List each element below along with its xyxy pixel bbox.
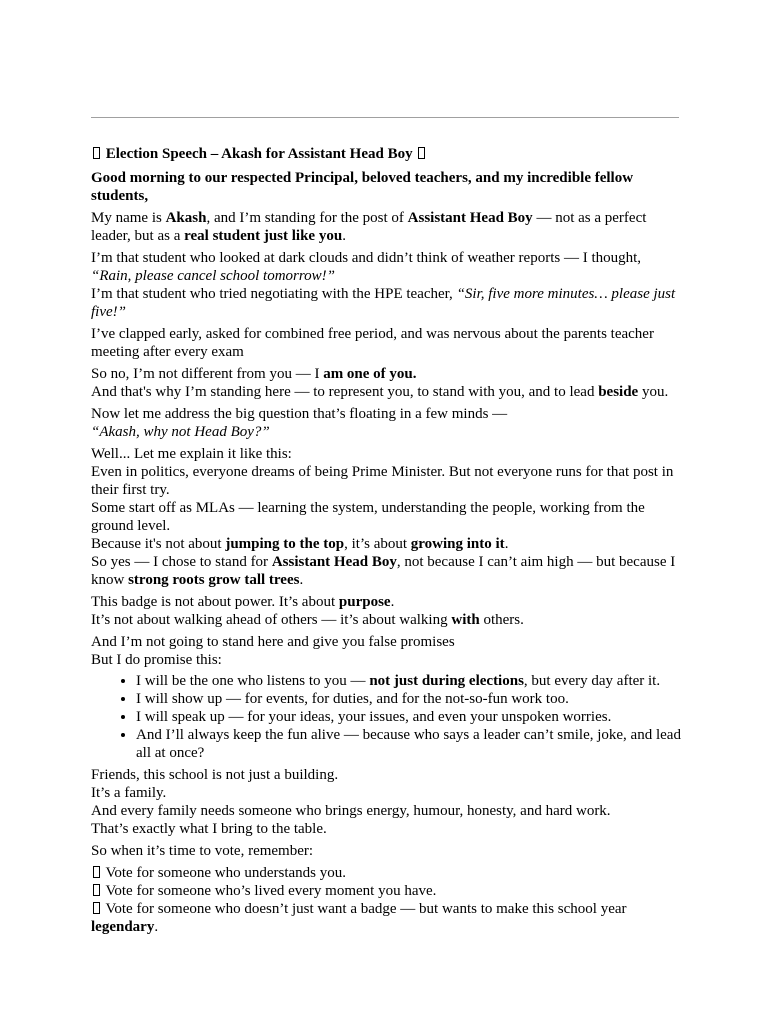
missing-glyph-icon	[418, 147, 425, 159]
intro-paragraph: My name is Akash, and I’m standing for the post of Assistant Head Boy — not as a perfect leader, but as a real student just like you.	[91, 210, 647, 244]
missing-glyph-icon	[93, 147, 100, 159]
vote-paragraph: Vote for someone who understands you. Vote for someone who’s lived every moment you have. Vote for someone who doesn’t just want a badge — but wants to make this school year legendary.	[91, 865, 627, 935]
list-item: • And I’ll always keep the fun alive — because who says a leader can’t smile, joke, and lead all at once?	[136, 726, 683, 762]
badge-paragraph: This badge is not about power. It’s about purpose. It’s not about walking ahead of others — it’s about walking with others.	[91, 594, 524, 628]
header-divider	[91, 117, 679, 118]
friends-paragraph: Friends, this school is not just a building. It’s a family. And every family needs someone who brings energy, humour, honesty, and hard work. That’s exactly what I bring to the table.	[91, 767, 611, 837]
vote-intro: So when it’s time to vote, remember:	[91, 843, 314, 859]
missing-glyph-icon	[93, 884, 100, 896]
clapped-paragraph: I’ve clapped early, asked for combined free period, and was nervous about the parents teacher meeting after every exam	[91, 326, 654, 360]
list-item: • I will be the one who listens to you — not just during elections, but every day after it.	[136, 672, 683, 690]
clouds-paragraph: I’m that student who looked at dark clouds and didn’t think of weather reports — I thought, “Rain, please cancel school tomorrow!”	[91, 250, 642, 284]
promise-intro: But I do promise this:	[91, 652, 222, 668]
greeting: Good morning to our respected Principal, beloved teachers, and my incredible fellow students,	[91, 170, 634, 204]
hpe-paragraph: I’m that student who tried negotiating with the HPE teacher, “Sir, five more minutes… please just five!”	[91, 286, 676, 320]
promises-list	[91, 672, 683, 762]
document-title: Election Speech – Akash for Assistant Head Boy	[91, 145, 683, 163]
list-item: • I will speak up — for your ideas, your issues, and even your unspoken worries.	[136, 708, 683, 726]
missing-glyph-icon	[93, 866, 100, 878]
missing-glyph-icon	[93, 902, 100, 914]
document-body	[91, 145, 683, 936]
one-of-you-paragraph: So no, I’m not different from you — I am one of you. And that's why I’m standing here — to represent you, to stand with you, and to lead beside you.	[91, 366, 669, 400]
list-item: • I will show up — for events, for duties, and for the not-so-fun work too.	[136, 690, 683, 708]
politics-paragraph: Even in politics, everyone dreams of being Prime Minister. But not everyone runs for that post in their first try. Some start off as MLAs — learning the system, understanding the people, working from the ground level. Because it's not about jumping to the top, it’s about growing into it. So yes — I chose to stand for Assistant Head Boy, not because I can’t aim high — but because I know strong roots grow tall trees.	[91, 464, 676, 588]
question-paragraph: Now let me address the big question that’s floating in a few minds — “Akash, why not Head Boy?”	[91, 406, 508, 440]
false-promises-line: And I’m not going to stand here and give you false promises	[91, 634, 455, 650]
explain-line: Well... Let me explain it like this:	[91, 446, 292, 462]
